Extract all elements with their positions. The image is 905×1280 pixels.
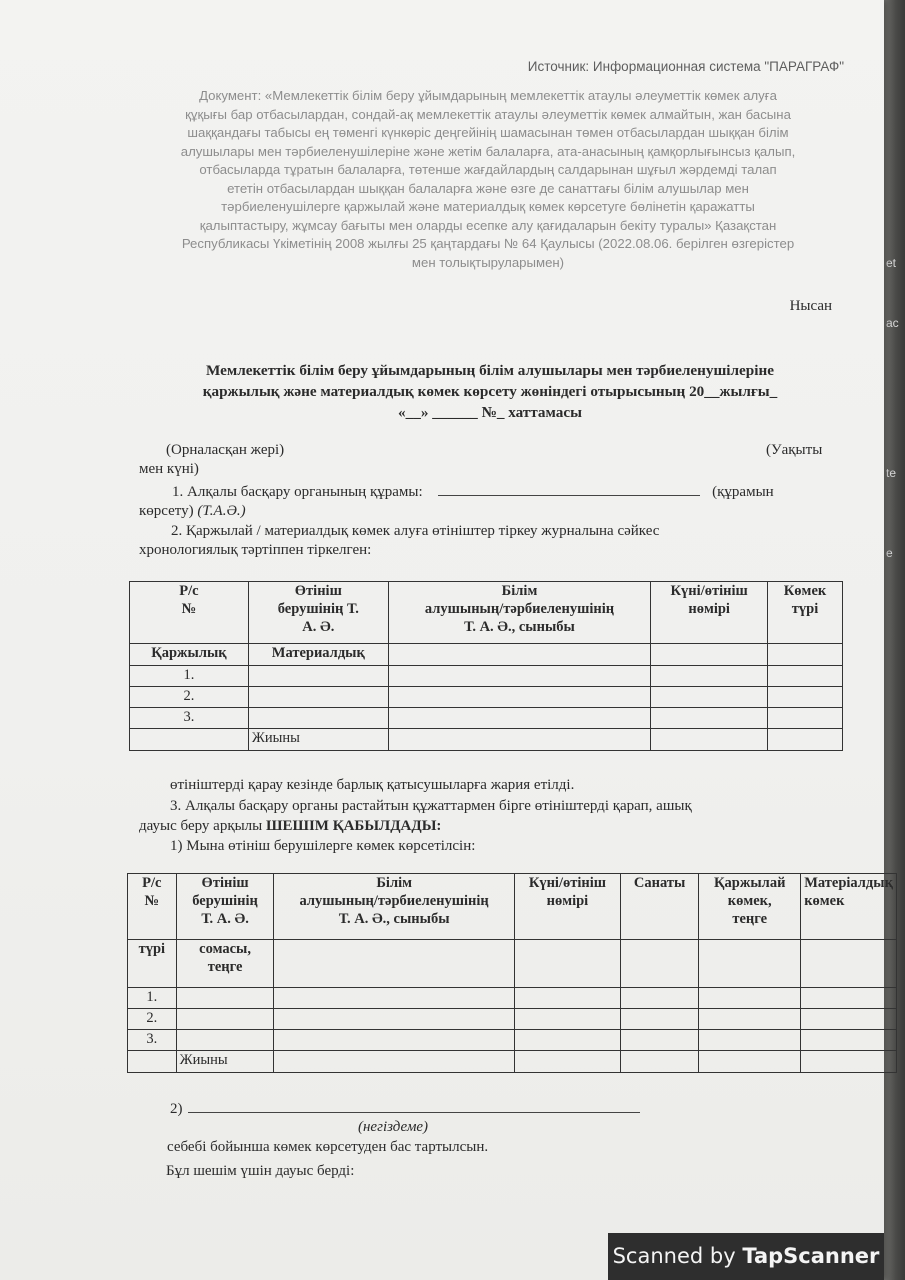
edge-artifact: et bbox=[886, 256, 897, 270]
document-line: шаққандағы табысы ең төменгі күнкөріс деңгейінің шамасынан төмен отбасылардан шыққан білім bbox=[187, 125, 789, 140]
table-cell bbox=[768, 644, 843, 666]
total-label: Жиыны bbox=[176, 1051, 274, 1073]
table-cell bbox=[801, 1051, 897, 1073]
table-total-row bbox=[128, 1051, 897, 1073]
time-label: (Уақыты bbox=[766, 442, 823, 458]
form-label: Нысан bbox=[789, 298, 832, 314]
item-2-line1: 2. Қаржылай / материалдық көмек алуға өтініштер тіркеу журналына сәйкес bbox=[171, 523, 660, 539]
table-cell bbox=[699, 1030, 801, 1051]
refuse-text: себебі бойынша көмек көрсетуден бас тартылсын. bbox=[167, 1139, 489, 1155]
row-number: 2. bbox=[128, 1009, 177, 1030]
document-line: Республикасы Үкіметінің 2008 жылғы 25 қаңтардағы № 64 Қаулысы (2022.08.06. берілген өзгерістер bbox=[181, 236, 795, 251]
vote-text: Бұл шешім үшін дауыс берді: bbox=[166, 1163, 355, 1179]
after-table-text: өтініштерді қарау кезінде барлық қатысушыларға жария етілді. bbox=[170, 777, 575, 793]
header-cell: сомасы, теңге bbox=[176, 940, 274, 988]
header-cell: Санаты bbox=[620, 874, 698, 940]
source-line: Источник: Информационная система "ПАРАГРАФ" bbox=[527, 59, 844, 74]
table-cell bbox=[651, 687, 768, 708]
table-cell bbox=[514, 1051, 620, 1073]
row-number: 1. bbox=[128, 988, 177, 1009]
item-1 bbox=[172, 484, 774, 501]
watermark-brand: TapScanner bbox=[742, 1244, 880, 1268]
item-3-text: дауыс беру арқылы bbox=[139, 818, 266, 834]
header-cell: Көмек түрі bbox=[768, 582, 843, 644]
table-cell bbox=[274, 940, 514, 988]
row-number: 2. bbox=[130, 687, 249, 708]
header-cell: Р/с № bbox=[130, 582, 249, 644]
header-cell: Күні/өтініш нөмірі bbox=[514, 874, 620, 940]
table-cell bbox=[620, 1030, 698, 1051]
table-cell bbox=[699, 1051, 801, 1073]
document-line: алушылары мен тәрбиеленушілеріне және жетім балаларға, ата-анасының қамқорлығынсыз қалып, bbox=[180, 143, 796, 159]
edge-artifact: te bbox=[886, 466, 897, 480]
table-row bbox=[130, 687, 843, 708]
title-line: «__» ______ №_ хаттамасы bbox=[398, 404, 582, 421]
item-1-initials: (Т.А.Ә.) bbox=[197, 503, 246, 519]
table-cell bbox=[248, 708, 388, 729]
table-cell bbox=[176, 1030, 274, 1051]
table-cell bbox=[768, 666, 843, 687]
table-row bbox=[128, 1009, 897, 1030]
scanner-watermark bbox=[608, 1233, 884, 1280]
row-number: 1. bbox=[130, 666, 249, 687]
edge-artifact: ac bbox=[886, 316, 899, 330]
header-cell: Күні/өтініш нөмірі bbox=[651, 582, 768, 644]
table-cell bbox=[388, 687, 651, 708]
table-cell bbox=[248, 666, 388, 687]
table-cell bbox=[514, 1030, 620, 1051]
table-total-row bbox=[130, 729, 843, 751]
sub-item-2 bbox=[170, 1101, 640, 1118]
table-cell bbox=[768, 687, 843, 708]
document-line: тәрбиеленушілерге қаржылай және материалдық көмек көрсетуге бөлінетін қаражатты bbox=[221, 199, 755, 214]
table-cell bbox=[768, 729, 843, 751]
table-cell bbox=[388, 729, 651, 751]
table-header-row bbox=[130, 644, 843, 666]
table-cell bbox=[620, 940, 698, 988]
header-cell: түрі bbox=[128, 940, 177, 988]
header-cell: Өтініш берушінің Т. А. Ә. bbox=[176, 874, 274, 940]
header-cell: Өтініш берушінің Т. А. Ә. bbox=[248, 582, 388, 644]
table-header-row bbox=[128, 874, 897, 940]
table-cell bbox=[514, 1009, 620, 1030]
row-number: 3. bbox=[128, 1030, 177, 1051]
header-cell: Матеріалдық көмек bbox=[801, 874, 897, 940]
sub-item-2-number: 2) bbox=[170, 1101, 183, 1117]
item-1-suffix: (құрамын bbox=[712, 484, 774, 500]
table-cell bbox=[274, 1009, 514, 1030]
table-row bbox=[128, 1030, 897, 1051]
item-2-line2: хронологиялық тәртіппен тіркелген: bbox=[139, 542, 372, 558]
table-cell bbox=[801, 1009, 897, 1030]
header-cell: Материалдық bbox=[248, 644, 388, 666]
document-line: құқығы бар отбасылардан, сондай-ақ мемлекеттік атаулы әлеуметтік көмек алмайтын, жан басына bbox=[185, 106, 791, 122]
table-header-row bbox=[128, 940, 897, 988]
document-line: ететін отбасылардан шыққан балаларға және өзге де санаттағы білім алушылар мен bbox=[227, 180, 749, 196]
table-header-row bbox=[130, 582, 843, 644]
sub-item-1: 1) Мына өтініш берушілерге көмек көрсетілсін: bbox=[170, 838, 476, 854]
table-cell bbox=[699, 988, 801, 1009]
basis-blank bbox=[188, 1112, 640, 1113]
table-cell bbox=[620, 1009, 698, 1030]
background-edge bbox=[882, 0, 905, 1280]
edge-artifact: e bbox=[886, 546, 893, 560]
total-label: Жиыны bbox=[248, 729, 388, 751]
title-line: қаржылық және материалдық көмек көрсету жөніндегі отырысының 20__жылғы_ bbox=[202, 383, 778, 400]
decision-heading: ШЕШІМ ҚАБЫЛДАДЫ: bbox=[266, 818, 442, 834]
place-label: (Орналасқан жері) bbox=[166, 442, 285, 458]
table-cell bbox=[620, 988, 698, 1009]
row-number: 3. bbox=[130, 708, 249, 729]
item-3-line2 bbox=[139, 818, 441, 835]
table-cell bbox=[248, 687, 388, 708]
table-cell bbox=[176, 988, 274, 1009]
header-cell: Білім алушының/тәрбиеленушінің Т. А. Ә., сыныбы bbox=[274, 874, 514, 940]
document-line: қалыптастыру, жұмсау бағыты мен оларды есепке алу қағидаларын бекіту туралы» Қазақстан bbox=[199, 217, 777, 233]
table-cell bbox=[274, 988, 514, 1009]
table-cell bbox=[801, 940, 897, 988]
table-cell bbox=[651, 666, 768, 687]
table-cell bbox=[699, 1009, 801, 1030]
table-cell bbox=[651, 729, 768, 751]
document-reference bbox=[132, 87, 844, 272]
table-cell bbox=[388, 644, 651, 666]
item-3-line1: 3. Алқалы басқару органы растайтын құжаттармен бірге өтініштерді қарап, ашық bbox=[170, 798, 692, 814]
document-line: отбасыларда тұратын балаларға, төтенше жағдайлардың салдарынан шұғыл жәрдемді талап bbox=[199, 162, 777, 177]
table-row bbox=[128, 988, 897, 1009]
table-cell bbox=[388, 708, 651, 729]
table-cell bbox=[801, 988, 897, 1009]
document-line: мен толықтыруларымен) bbox=[411, 254, 565, 270]
table-cell bbox=[768, 708, 843, 729]
table-cell bbox=[128, 1051, 177, 1073]
header-cell: Қаржылық bbox=[130, 644, 249, 666]
table-cell bbox=[130, 729, 249, 751]
table-cell bbox=[651, 644, 768, 666]
document-line: Документ: «Мемлекеттік білім беру ұйымдарының мемлекеттік атаулы әлеуметтік көмек алуға bbox=[199, 88, 777, 103]
page-title bbox=[140, 360, 840, 423]
item-1-line2 bbox=[139, 503, 246, 520]
decision-table bbox=[127, 873, 897, 1073]
header-cell: Р/с № bbox=[128, 874, 177, 940]
table-cell bbox=[699, 940, 801, 988]
basis-label: (негіздеме) bbox=[358, 1119, 429, 1135]
title-line: Мемлекеттік білім беру ұйымдарының білім алушылары мен тәрбиеленушілеріне bbox=[206, 362, 774, 379]
item-1-text: 1. Алқалы басқару органының құрамы: bbox=[172, 484, 423, 500]
header-cell: Қаржылай көмек, теңге bbox=[699, 874, 801, 940]
table-cell bbox=[388, 666, 651, 687]
date-label: мен күні) bbox=[139, 461, 199, 477]
table-row bbox=[130, 666, 843, 687]
applications-table bbox=[129, 581, 843, 751]
table-cell bbox=[274, 1030, 514, 1051]
composition-blank bbox=[438, 495, 700, 496]
table-cell bbox=[274, 1051, 514, 1073]
table-cell bbox=[514, 988, 620, 1009]
header-cell: Білім алушының/тәрбиеленушінің Т. А. Ә., сыныбы bbox=[388, 582, 651, 644]
table-cell bbox=[514, 940, 620, 988]
table-cell bbox=[801, 1030, 897, 1051]
table-row bbox=[130, 708, 843, 729]
item-1-show-text: көрсету) bbox=[139, 503, 194, 519]
watermark-prefix: Scanned by bbox=[612, 1244, 743, 1268]
table-cell bbox=[651, 708, 768, 729]
table-cell bbox=[176, 1009, 274, 1030]
table-cell bbox=[620, 1051, 698, 1073]
